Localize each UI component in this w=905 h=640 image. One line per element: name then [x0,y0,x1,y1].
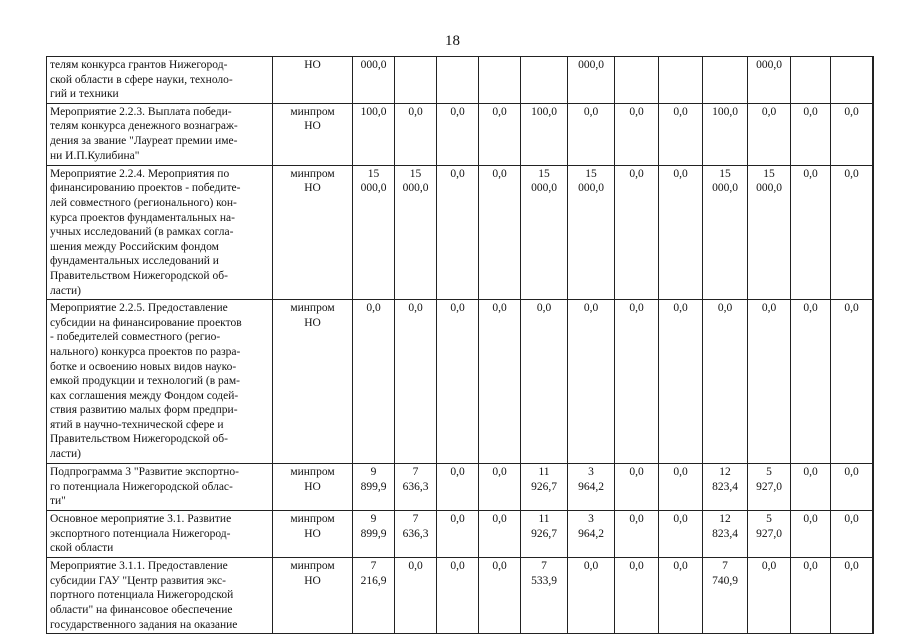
funding-value-cell [479,464,521,511]
cell-text-line: ках соглашения между Фондом содей- [50,389,239,402]
cell-text-line: 0,0 [408,105,423,118]
cell-text-line: 0,0 [803,560,818,573]
cell-text-line: 0,0 [583,302,599,315]
cell-text-line: 740,9 [712,574,738,587]
funding-value-cell [791,103,831,165]
cell-text-line: 0,0 [450,466,465,479]
cell-text-line: 0,0 [492,513,507,526]
cell-text-line: фундаментальных исследований и [50,255,219,268]
cell-text-line: 9 [370,513,377,526]
funding-value-cell [791,511,831,558]
funding-value-cell [353,511,395,558]
cell-text-line: государственного задания на оказание [50,618,238,631]
cell-text-line: 0,0 [450,105,465,118]
funding-value-cell [568,165,615,299]
cell-text-line: субсидии ГАУ "Центр развития экс- [50,574,226,587]
funding-value-cell [873,558,874,634]
cell-text-line: 0,0 [673,302,688,315]
cell-text-line: ботке и освоению новых видов науко- [50,360,237,373]
funding-value-cell [437,165,479,299]
cell-text-line: минпром [290,302,335,315]
cell-text-line: 000,0 [756,59,782,71]
cell-text-line: ской области в сфере науки, техноло- [50,73,233,86]
cell-text-line: 216,9 [360,574,387,587]
cell-text-line: НО [304,480,321,493]
cell-text-line: 636,3 [402,527,429,540]
funding-value-cell [395,511,437,558]
cell-text-line: 0,0 [803,466,818,479]
funding-value-cell [703,300,748,464]
funding-value-cell [703,165,748,299]
funding-value-cell [395,103,437,165]
responsible-executor-cell [273,464,353,511]
cell-text-line: 0,0 [673,105,688,118]
cell-text-line: 7 [541,560,547,573]
funding-value-cell [615,464,659,511]
funding-value-cell [521,57,568,104]
responsible-executor-cell [273,300,353,464]
funding-value-cell [659,464,703,511]
cell-text-line: емкой продукции и технологий (в рам- [50,375,241,388]
funding-value-cell [353,464,395,511]
cell-text-line: гий и техники [50,88,119,101]
funding-value-cell [748,511,791,558]
cell-text-line: 0,0 [450,560,465,573]
cell-text-line: 11 [538,513,550,526]
cell-text-line: минпром [290,105,335,118]
cell-text-line: курса проектов фундаментальных на- [50,211,235,224]
cell-text-line: Мероприятие 2.2.4. Мероприятия по [50,167,230,180]
funding-value-cell [479,57,521,104]
cell-text-line: ской области [50,542,114,555]
cell-text-line: 000,0 [360,59,387,71]
cell-text-line: экспортного потенциала Нижегород- [50,527,231,540]
cell-text-line: 964,2 [578,527,604,540]
cell-text-line: 0,0 [761,560,777,573]
funding-value-cell [831,558,873,634]
cell-text-line: 100,0 [712,105,738,118]
funding-value-cell [831,300,873,464]
cell-text-line: лей совместного (регионального) кон- [50,196,237,209]
cell-text-line: 3 [588,466,594,479]
table-row [47,511,874,558]
cell-text-line: 0,0 [629,466,644,479]
cell-text-line: 15 [538,167,550,180]
cell-text-line: 0,0 [803,302,818,315]
funding-value-cell [437,558,479,634]
funding-value-cell [703,511,748,558]
cell-text-line: - победителей совместного (регио- [50,331,221,344]
cell-text-line: Мероприятие 2.2.3. Выплата победи- [50,105,232,118]
measure-name-cell [47,165,273,299]
cell-text-line: 0,0 [536,302,552,315]
cell-text-line: 15 [409,167,422,180]
funding-value-cell [659,511,703,558]
funding-value-cell [659,57,703,104]
cell-text-line: го потенциала Нижегородской облас- [50,480,233,493]
funding-value-cell [521,511,568,558]
funding-value-cell [521,165,568,299]
cell-text-line: 0,0 [450,513,465,526]
cell-text-line: минпром [290,560,335,573]
funding-value-cell [791,464,831,511]
funding-value-cell [437,464,479,511]
funding-value-cell [615,558,659,634]
cell-text-line: 0,0 [761,105,777,118]
funding-value-cell [353,165,395,299]
responsible-executor-cell [273,103,353,165]
table-row [47,300,874,464]
cell-text-line: финансированию проектов - победите- [50,182,241,195]
cell-text-line: 899,9 [360,480,387,493]
cell-text-line: 926,7 [531,480,557,493]
cell-text-line: Подпрограмма 3 "Развитие экспортно- [50,466,239,479]
cell-text-line: ствия развитию малых форм предпри- [50,404,238,417]
cell-text-line: Мероприятие 3.1.1. Предоставление [50,560,228,573]
cell-text-line: 0,0 [717,302,733,315]
table-row [47,558,874,634]
cell-text-line: минпром [290,513,335,526]
cell-text-line: 11 [538,466,550,479]
funding-value-cell [521,464,568,511]
cell-text-line: 15 [763,167,775,180]
cell-text-line: 899,9 [360,527,387,540]
cell-text-line: 0,0 [492,302,507,315]
cell-text-line: 0,0 [673,513,688,526]
funding-value-cell [791,558,831,634]
funding-value-cell [395,300,437,464]
funding-value-cell [748,464,791,511]
funding-value-cell [659,300,703,464]
cell-text-line: 0,0 [673,167,688,180]
funding-value-cell [615,300,659,464]
cell-text-line: Правительством Нижегородской об- [50,433,228,446]
cell-text-line: НО [304,120,321,133]
cell-text-line: 000,0 [578,182,604,195]
table-row [47,165,874,299]
measure-name-cell [47,464,273,511]
cell-text-line: 0,0 [492,466,507,479]
funding-value-cell [353,558,395,634]
measure-name-cell [47,103,273,165]
cell-text-line: 964,2 [578,480,604,493]
funding-value-cell [703,558,748,634]
measure-name-cell [47,511,273,558]
cell-text-line: 000,0 [360,182,387,195]
funding-value-cell [521,300,568,464]
cell-text-line: Правительством Нижегородской об- [50,269,228,282]
cell-text-line: 0,0 [450,167,465,180]
funding-value-cell [703,103,748,165]
funding-value-cell [437,300,479,464]
funding-value-cell [437,103,479,165]
cell-text-line: 000,0 [756,182,782,195]
funding-value-cell [703,57,748,104]
cell-text-line: телям конкурса денежного вознаграж- [50,120,238,133]
cell-text-line: 636,3 [402,480,429,493]
cell-text-line: 0,0 [844,513,859,526]
table-row [47,103,874,165]
funding-value-cell [873,57,874,104]
cell-text-line: 0,0 [629,513,644,526]
cell-text-line: НО [304,182,321,195]
cell-text-line: ти" [50,495,66,508]
funding-value-cell [479,103,521,165]
funding-value-cell [791,57,831,104]
cell-text-line: 000,0 [712,182,738,195]
cell-text-line: 000,0 [402,182,429,195]
page-number: 18 [445,33,460,49]
funding-value-cell [873,511,874,558]
table-row [47,57,874,104]
cell-text-line: 0,0 [761,302,777,315]
cell-text-line: субсидии на финансирование проектов [50,316,242,329]
funding-value-cell [395,464,437,511]
funding-value-cell [703,464,748,511]
funding-value-cell [479,558,521,634]
cell-text-line: 927,0 [756,480,782,493]
table-row [47,464,874,511]
funding-value-cell [748,558,791,634]
cell-text-line: 0,0 [408,560,423,573]
cell-text-line: 15 [367,167,380,180]
cell-text-line: 0,0 [492,167,507,180]
funding-value-cell [479,511,521,558]
funding-value-cell [353,57,395,104]
cell-text-line: дения за звание "Лауреат премии име- [50,134,238,147]
cell-text-line: 100,0 [360,105,387,118]
funding-value-cell [748,300,791,464]
funding-value-cell [831,464,873,511]
funding-value-cell [568,558,615,634]
funding-value-cell [831,511,873,558]
funding-value-cell [437,57,479,104]
cell-text-line: 0,0 [803,513,818,526]
funding-value-cell [395,165,437,299]
funding-value-cell [873,464,874,511]
funding-value-cell [615,57,659,104]
funding-value-cell [615,103,659,165]
cell-text-line: 3 [588,513,594,526]
funding-value-cell [615,165,659,299]
cell-text-line: 9 [370,466,377,479]
cell-text-line: 0,0 [629,302,644,315]
cell-text-line: 000,0 [578,59,604,71]
funding-value-cell [791,165,831,299]
cell-text-line: 0,0 [583,105,599,118]
funding-value-cell [873,103,874,165]
funding-value-cell [395,558,437,634]
responsible-executor-cell [273,165,353,299]
cell-text-line: 15 [719,167,731,180]
cell-text-line: 927,0 [756,527,782,540]
cell-text-line: 000,0 [531,182,557,195]
funding-value-cell [437,511,479,558]
cell-text-line: 0,0 [673,466,688,479]
cell-text-line: 0,0 [629,167,644,180]
funding-value-cell [395,57,437,104]
cell-text-line: 5 [766,513,772,526]
funding-value-cell [521,558,568,634]
cell-text-line: НО [304,59,321,71]
funding-value-cell [659,558,703,634]
cell-text-line: 0,0 [408,302,423,315]
cell-text-line: 0,0 [844,167,859,180]
measure-name-cell [47,558,273,634]
cell-text-line: ласти) [50,284,81,297]
cell-text-line: области" на финансовое обеспечение [50,603,233,616]
funding-value-cell [353,103,395,165]
cell-text-line: 926,7 [531,527,557,540]
cell-text-line: 0,0 [492,560,507,573]
funding-value-cell [873,300,874,464]
cell-text-line: 0,0 [673,560,688,573]
cell-text-line: 15 [585,167,597,180]
funding-value-cell [748,57,791,104]
cell-text-line: 12 [719,466,731,479]
funding-value-cell [748,103,791,165]
funding-value-cell [353,300,395,464]
cell-text-line: нального) конкурса проектов по разра- [50,345,241,358]
cell-text-line: учных исследований (в рамках согла- [50,226,234,239]
cell-text-line: минпром [290,466,335,479]
cell-text-line: 12 [719,513,731,526]
cell-text-line: 0,0 [844,560,859,573]
program-funding-table [46,56,874,634]
responsible-executor-cell [273,511,353,558]
responsible-executor-cell [273,558,353,634]
funding-value-cell [568,464,615,511]
funding-value-cell [479,300,521,464]
cell-text-line: НО [304,574,321,587]
funding-value-cell [521,103,568,165]
cell-text-line: 0,0 [366,302,381,315]
cell-text-line: ни И.П.Кулибина" [50,149,140,162]
measure-name-cell [47,57,273,104]
cell-text-line: 0,0 [583,560,599,573]
cell-text-line: 533,9 [531,574,557,587]
measure-name-cell [47,300,273,464]
funding-value-cell [831,103,873,165]
cell-text-line: 0,0 [844,105,859,118]
funding-value-cell [791,300,831,464]
funding-value-cell [479,165,521,299]
funding-value-cell [568,103,615,165]
cell-text-line: ласти) [50,448,81,461]
funding-value-cell [568,300,615,464]
funding-value-cell [568,511,615,558]
cell-text-line: 823,4 [712,480,738,493]
funding-value-cell [659,103,703,165]
cell-text-line: Основное мероприятие 3.1. Развитие [50,513,232,526]
cell-text-line: 0,0 [629,105,644,118]
cell-text-line: 7 [412,513,419,526]
funding-value-cell [831,165,873,299]
cell-text-line: 0,0 [844,302,859,315]
funding-value-cell [615,511,659,558]
cell-text-line: шения между Российским фондом [50,240,219,253]
cell-text-line: 0,0 [803,105,818,118]
responsible-executor-cell [273,57,353,104]
cell-text-line: телям конкурса грантов Нижегород- [50,59,228,71]
cell-text-line: Мероприятие 2.2.5. Предоставление [50,302,228,315]
cell-text-line: 0,0 [629,560,644,573]
cell-text-line: НО [304,316,321,329]
cell-text-line: 0,0 [492,105,507,118]
cell-text-line: портного потенциала Нижегородской [50,589,234,602]
funding-value-cell [659,165,703,299]
funding-value-cell [873,165,874,299]
cell-text-line: 7 [370,560,377,573]
cell-text-line: 823,4 [712,527,738,540]
cell-text-line: НО [304,527,321,540]
cell-text-line: 100,0 [531,105,557,118]
cell-text-line: 7 [722,560,728,573]
cell-text-line: минпром [290,167,335,180]
cell-text-line: ятий в научно-технической сфере и [50,418,224,431]
cell-text-line: 7 [412,466,419,479]
cell-text-line: 5 [766,466,772,479]
cell-text-line: 0,0 [844,466,859,479]
funding-value-cell [831,57,873,104]
cell-text-line: 0,0 [450,302,465,315]
cell-text-line: 0,0 [803,167,818,180]
funding-value-cell [748,165,791,299]
funding-value-cell [568,57,615,104]
